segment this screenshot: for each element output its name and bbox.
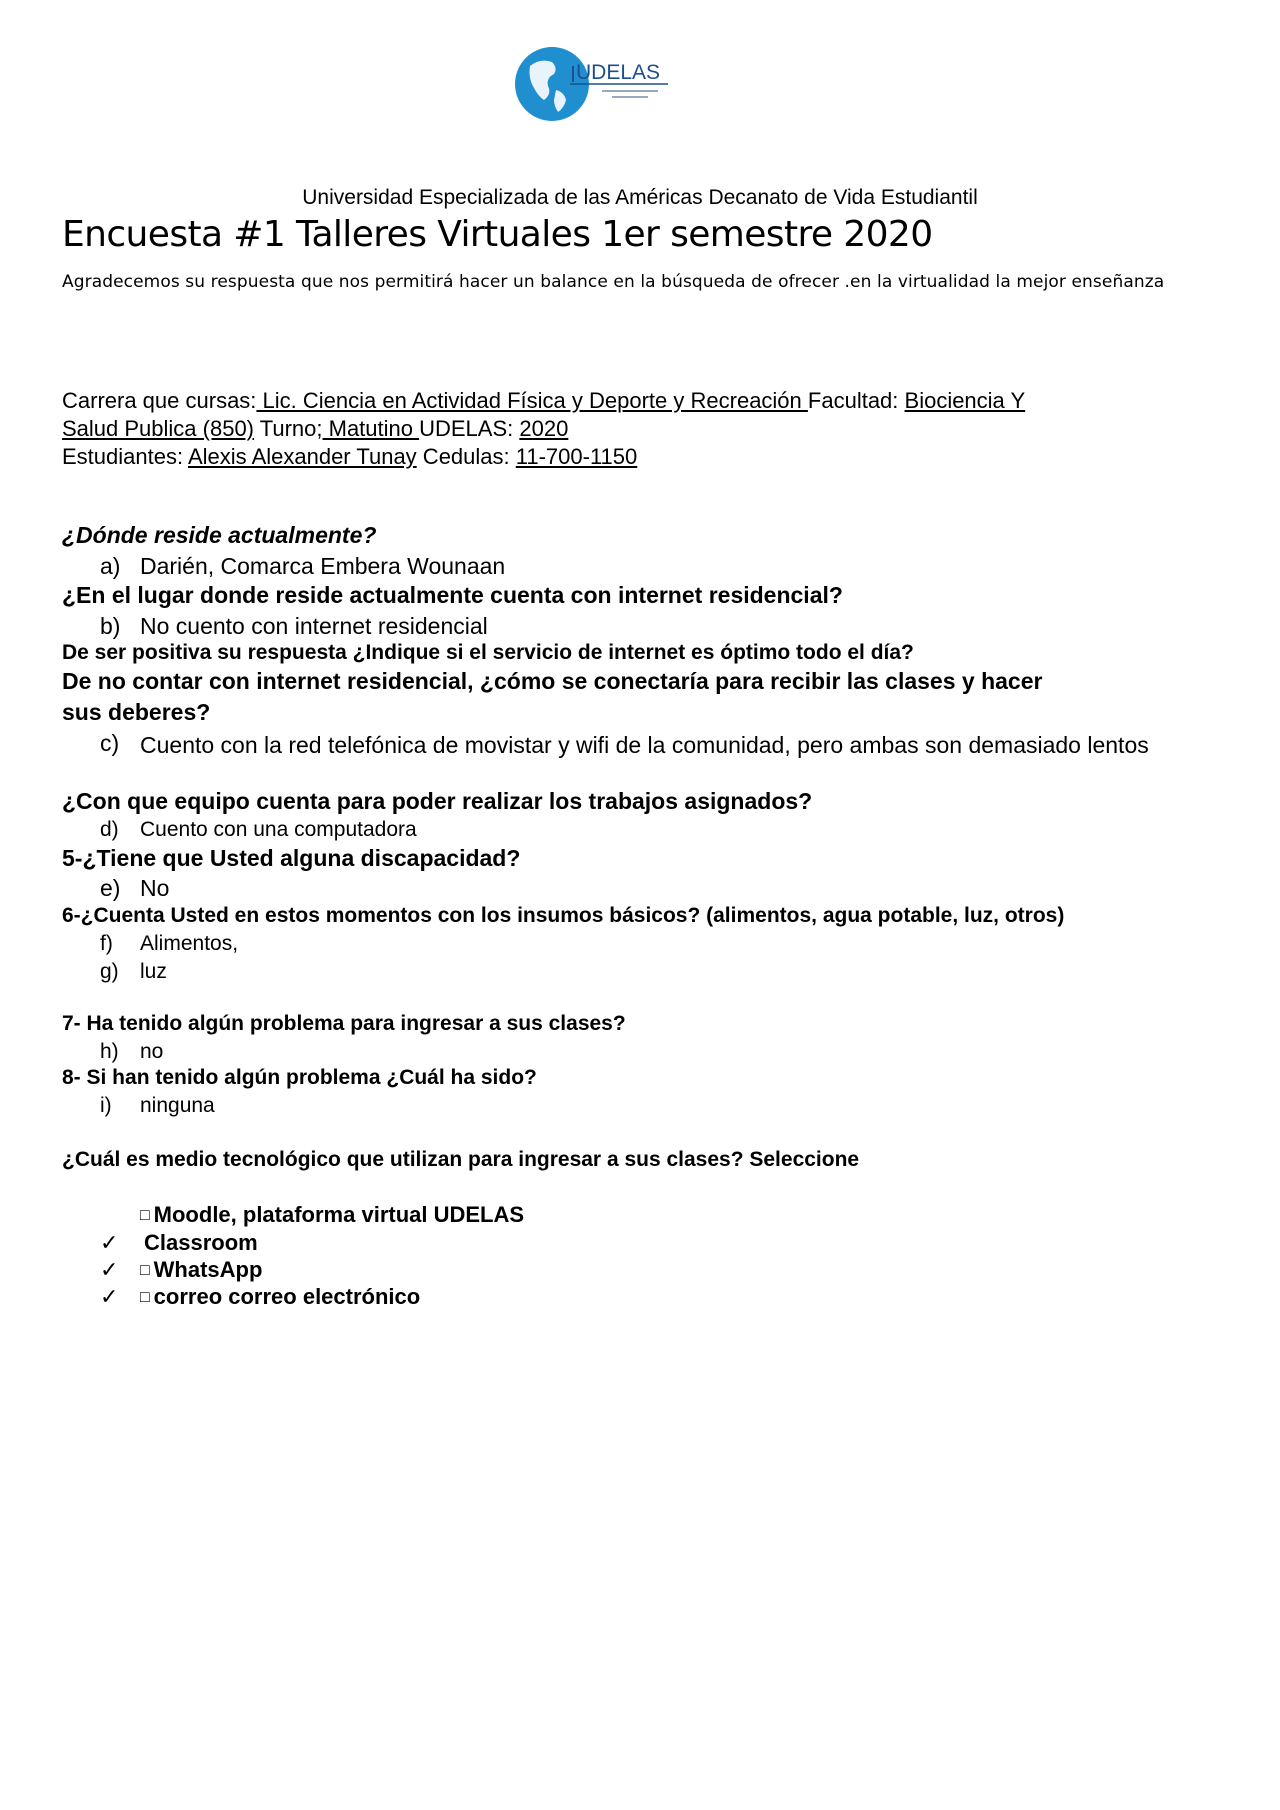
logo-text: UDELAS xyxy=(576,61,661,84)
check-icon: ✓ xyxy=(100,1230,119,1255)
question-1: ¿Dónde reside actualmente? xyxy=(62,522,377,548)
answer-4-text: Cuento con la red telefónica de movistar y wifi de la comunidad, pero ambas son demasiado lentos xyxy=(140,732,1149,758)
globe-icon xyxy=(512,44,672,124)
answer-1: a) Darién, Comarca Embera Wounaan xyxy=(100,553,506,579)
checkbox-icon: □ xyxy=(140,1289,150,1306)
turno-value: Matutino xyxy=(322,416,420,441)
turno-label: Turno; xyxy=(254,416,323,441)
udelas-label: UDELAS: xyxy=(419,416,520,441)
info-line-1 xyxy=(62,388,1025,414)
info-line-2 xyxy=(62,416,568,442)
answer-7-f: f) Alimentos, xyxy=(100,932,239,955)
cedulas-label: Cedulas: xyxy=(416,444,516,469)
option-moodle[interactable]: □ Moodle, plataforma virtual UDELAS xyxy=(140,1202,525,1227)
question-7: 6-¿Cuenta Usted en estos momentos con los insumos básicos? (alimentos, agua potable, luz, otros) xyxy=(62,904,1065,927)
carrera-label: Carrera que cursas: xyxy=(62,388,257,413)
question-4-line-2: sus deberes? xyxy=(62,699,211,725)
answer-2: b) No cuento con internet residencial xyxy=(100,613,488,639)
option-whatsapp[interactable]: ✓ □ WhatsApp xyxy=(100,1257,263,1282)
checkbox-icon: □ xyxy=(140,1207,150,1224)
answer-4: c) xyxy=(100,730,120,756)
answer-9: i) ninguna xyxy=(100,1094,215,1117)
option-classroom[interactable]: ✓ Classroom xyxy=(100,1230,258,1255)
question-10: ¿Cuál es medio tecnológico que utilizan para ingresar a sus clases? Seleccione xyxy=(62,1148,860,1171)
checkbox-icon: □ xyxy=(140,1262,150,1279)
cedulas-value: 11-700-1150 xyxy=(515,444,638,469)
intro-text: Agradecemos su respuesta que nos permitirá hacer un balance en la búsqueda de ofrecer .en la virtualidad la mejor enseñanza xyxy=(62,272,1165,292)
question-8: 7- Ha tenido algún problema para ingresar a sus clases? xyxy=(62,1012,626,1035)
question-2: ¿En el lugar donde reside actualmente cuenta con internet residencial? xyxy=(62,582,843,608)
answer-6: e) No xyxy=(100,875,170,901)
facultad-value: Biociencia Y xyxy=(904,388,1026,413)
udelas-value: 2020 xyxy=(519,416,569,441)
facultad-value-cont: Salud Publica (850) xyxy=(62,416,255,441)
answer-7-g: g) luz xyxy=(100,960,167,983)
option-correo[interactable]: ✓ □ correo correo electrónico xyxy=(100,1284,421,1309)
info-line-3 xyxy=(62,444,637,470)
question-3: De ser positiva su respuesta ¿Indique si el servicio de internet es óptimo todo el día? xyxy=(62,641,914,664)
question-5: ¿Con que equipo cuenta para poder realizar los trabajos asignados? xyxy=(62,788,813,814)
carrera-value: Lic. Ciencia en Actividad Física y Deporte y Recreación xyxy=(256,388,808,413)
question-4-line-1: De no contar con internet residencial, ¿cómo se conectaría para recibir las clases y hacer xyxy=(62,668,1043,694)
page-title: Encuesta #1 Talleres Virtuales 1er semestre 2020 xyxy=(62,214,933,255)
check-icon: ✓ xyxy=(100,1257,119,1282)
university-heading: Universidad Especializada de las Américas Decanato de Vida Estudiantil xyxy=(302,186,978,209)
question-9: 8- Si han tenido algún problema ¿Cuál ha sido? xyxy=(62,1066,537,1089)
check-icon: ✓ xyxy=(100,1284,119,1309)
facultad-label: Facultad: xyxy=(807,388,905,413)
question-6: 5-¿Tiene que Usted alguna discapacidad? xyxy=(62,845,521,871)
udelas-logo xyxy=(512,44,672,124)
estudiantes-value: Alexis Alexander Tunay xyxy=(187,444,417,469)
estudiantes-label: Estudiantes: xyxy=(62,444,188,469)
answer-5: d) Cuento con una computadora xyxy=(100,818,417,841)
answer-8: h) no xyxy=(100,1040,164,1063)
